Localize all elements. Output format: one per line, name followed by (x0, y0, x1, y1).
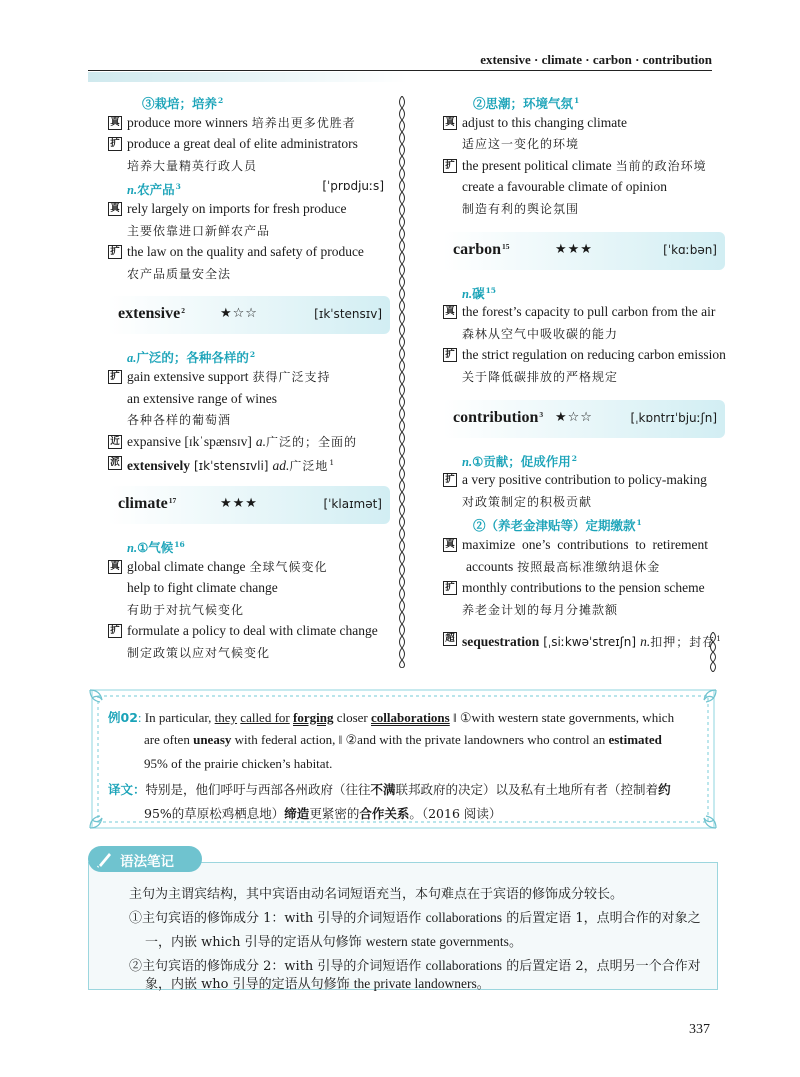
translation-label: 译文： (108, 782, 146, 797)
entry-line: 制定政策以应对气候变化 (127, 645, 271, 660)
sense-line (108, 534, 390, 556)
entry-line: 真 maximize one’s contributions to retirement (443, 534, 725, 556)
sense-label: ③栽培；培养$^2$ (142, 96, 224, 111)
entry-line: 适应这一变化的环境 (462, 137, 580, 152)
grammar-notes-panel (88, 862, 718, 990)
entry-line: 真 global climate change 全球气候变化 (108, 556, 390, 578)
page-number: 337 (689, 1022, 710, 1037)
example-line-2: are often uneasy with federal action, ‖ ②and with the private landowners who control an estimated (144, 732, 662, 747)
translation-line-1: 译文：特别是，他们呼吁与西部各州政府（往往不满联邦政府的决定）以及私有土地所有者（控制着约 (108, 782, 671, 797)
entry-line: 扩 the strict regulation on reducing carbon emission (443, 344, 725, 366)
entry-line: accounts 按照最高标准缴纳退休金 (466, 558, 661, 574)
tag-near: 近 (108, 435, 122, 449)
tag-super: 超 (443, 632, 457, 646)
sense-label: ②（养老金津贴等）定期缴款$^1$ (473, 518, 642, 534)
tag-real: 真 (443, 305, 457, 319)
frequency-stars: ★☆☆ (220, 306, 258, 322)
entry-line: 真 adjust to this changing climate (443, 112, 725, 134)
headword: climate$^{17}$ (118, 494, 177, 512)
sense-line (443, 90, 725, 112)
headword: carbon$^{15}$ (453, 240, 510, 258)
grammar-line-4: ②主句宾语的修饰成分 2：with 引导的介词短语作 collaborations 的后置定语 2，点明另一个合作对 (129, 958, 701, 974)
phonetic: [ˈklaɪmət] (323, 496, 382, 511)
tag-expand: 扩 (443, 473, 457, 487)
entry-line: 对政策制定的积极贡献 (462, 494, 593, 509)
translation-line-2: 95%的草原松鸡栖息地）缔造更紧密的合作关系。（2016 阅读） (144, 806, 502, 821)
sense-line (108, 344, 390, 366)
sense-line (443, 280, 725, 302)
phonetic: [ˌkɒntrɪˈbjuːʃn] (630, 410, 717, 425)
entry-line: 真 rely largely on imports for fresh produce (108, 198, 390, 220)
entry-line: 扩 formulate a policy to deal with climate change (108, 620, 390, 642)
entry-line: 真 produce more winners 培养出更多优胜者 (108, 112, 390, 134)
entry-line: 超 sequestration [ˌsiːkwəˈstreɪʃn] n.扣押；封存$^1$ (443, 628, 725, 650)
sense-label: n.①贡献；促成作用$^2$ (462, 453, 578, 469)
tag-derive: 派 (108, 456, 122, 470)
entry-line: 各种各样的葡萄酒 (127, 413, 232, 428)
sense-line (108, 176, 390, 198)
tag-real: 真 (108, 560, 122, 574)
pen-icon (96, 850, 114, 868)
entry-line: 关于降低碳排放的严格规定 (462, 369, 619, 384)
entry-line: 派 extensively [ɪkˈstensɪvli] ad.广泛地$^1$ (108, 452, 390, 474)
entry-line: 养老金计划的每月分摊款额 (462, 602, 619, 617)
headword-box-carbon (443, 232, 725, 270)
sense-label: ②思潮；环境气氛$^1$ (473, 96, 580, 111)
entry-line: 培养大量精英行政人员 (127, 158, 258, 173)
object-noun: collaborations (371, 710, 450, 725)
headword-box-contribution (443, 400, 725, 438)
subject: they (214, 710, 238, 725)
sense-label: n.①气候$^{16}$ (127, 539, 185, 555)
grammar-line-5: 象，内嵌 who 引导的定语从句修饰 the private landowners。 (145, 976, 490, 992)
grammar-line-3: 一，内嵌 which 引导的定语从句修饰 western state governments。 (145, 934, 522, 950)
headword: extensive$^2$ (118, 305, 185, 323)
tag-expand: 扩 (108, 137, 122, 151)
entry-line: 扩 the present political climate 当前的政治环境 (443, 155, 725, 177)
headword: contribution$^3$ (453, 408, 544, 426)
example-line-3: 95% of the prairie chicken’s habitat. (144, 756, 333, 771)
object-gerund: forging (293, 710, 334, 725)
tag-expand: 扩 (443, 348, 457, 362)
entry-line: 扩 produce a great deal of elite administrators (108, 133, 390, 155)
tag-real: 真 (108, 202, 122, 216)
tag-real: 真 (108, 116, 122, 130)
sense-line (443, 448, 725, 470)
entry-line: 农产品质量安全法 (127, 266, 232, 281)
entry-line: 扩 gain extensive support 获得广泛支持 (108, 366, 390, 388)
tag-expand: 扩 (443, 159, 457, 173)
entry-line: 扩 monthly contributions to the pension scheme (443, 577, 725, 599)
entry-line: 扩 a very positive contribution to policy-making (443, 469, 725, 491)
headword-box-extensive (108, 296, 390, 334)
tag-expand: 扩 (108, 370, 122, 384)
frequency-stars: ★★★ (220, 495, 258, 511)
entry-line: 近 expansive [ɪkˈspænsɪv] a.广泛的；全面的 (108, 431, 390, 453)
entry-line: create a favourable climate of opinion (462, 179, 668, 195)
entry-line: an extensive range of wines (127, 390, 277, 406)
sense-label: a.广泛的；各种各样的$^2$ (127, 350, 256, 366)
sense-label: n.碳$^{15}$ (462, 285, 497, 301)
running-header: extensive · climate · carbon · contribution (480, 52, 712, 67)
phonetic: [ˈprɒdjuːs] (322, 179, 384, 194)
right-column (443, 90, 725, 650)
entry-line: 制造有利的舆论氛围 (462, 201, 580, 216)
header-decoration (88, 72, 408, 82)
entry-line: help to fight climate change (127, 580, 278, 596)
example-label: 例02 (108, 710, 138, 725)
left-column (108, 90, 390, 663)
entry-line: 扩 the law on the quality and safety of produce (108, 241, 390, 263)
frequency-stars: ★★★ (555, 241, 593, 257)
example-line-1: 例02: In particular, they called for forging closer collaborations ‖ ①with western state governments, which (108, 710, 675, 725)
phonetic: [ˈkɑːbən] (663, 242, 717, 257)
headword-box-climate (108, 486, 390, 524)
phonetic: [ɪkˈstensɪv] (314, 307, 382, 322)
entry-line: 有助于对抗气候变化 (127, 602, 245, 617)
grammar-line-2: ①主句宾语的修饰成分 1：with 引导的介词短语作 collaborations 的后置定语 1，点明合作的对象之 (129, 910, 701, 926)
entry-line: 真 the forest’s capacity to pull carbon from the air (443, 301, 725, 323)
grammar-line-1: 主句为主谓宾结构，其中宾语由动名词短语充当，本句难点在于宾语的修饰成分较长。 (129, 887, 624, 902)
header-rule (88, 70, 712, 71)
tag-expand: 扩 (108, 245, 122, 259)
sense-line (108, 90, 390, 112)
frequency-stars: ★☆☆ (555, 409, 593, 425)
predicate: called for (240, 710, 290, 725)
sense-label: n.农产品$^3$ (127, 182, 181, 198)
entry-line: 主要依靠进口新鲜农产品 (127, 223, 271, 238)
entry-line: 森林从空气中吸收碳的能力 (462, 326, 619, 341)
column-divider (397, 96, 407, 668)
example-sentence-box (88, 688, 718, 830)
tag-expand: 扩 (108, 624, 122, 638)
sense-line (443, 512, 725, 534)
tag-real: 真 (443, 538, 457, 552)
tag-real: 真 (443, 116, 457, 130)
tag-expand: 扩 (443, 581, 457, 595)
grammar-notes-tag: 语法笔记 (88, 846, 202, 872)
